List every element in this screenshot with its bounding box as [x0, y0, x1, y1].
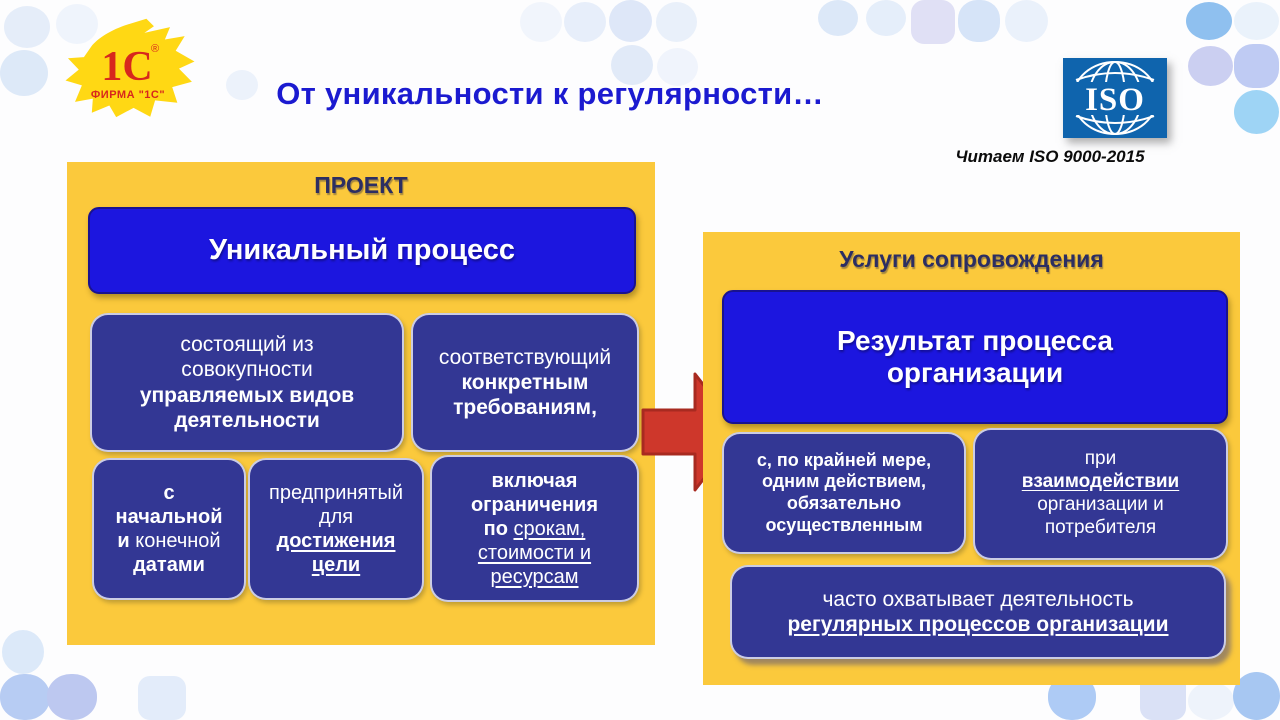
text-line: совокупности	[181, 358, 313, 382]
text-line: организации	[886, 357, 1064, 388]
action-box	[722, 432, 966, 554]
text-line: конкретным	[461, 370, 589, 394]
decor-dot	[656, 2, 697, 42]
services-panel	[703, 232, 1240, 685]
text-line: предпринятый	[268, 482, 403, 504]
decor-dot	[1005, 0, 1048, 42]
decor-dot	[1233, 672, 1280, 720]
goal-box	[248, 458, 424, 600]
svg-text:1С: 1С	[101, 44, 153, 90]
svg-text:ISO: ISO	[1085, 82, 1145, 118]
decor-dot	[911, 0, 955, 44]
text-line: организации и	[1037, 494, 1164, 515]
decor-dot	[609, 0, 652, 42]
decor-dot	[138, 676, 186, 720]
decor-dot	[958, 0, 1000, 42]
constraints-box	[430, 455, 639, 602]
activities-box	[90, 313, 404, 452]
requirements-box	[411, 313, 639, 452]
text-line: обязательно	[786, 493, 902, 513]
iso-caption: Читаем ISO 9000-2015	[955, 147, 1145, 166]
decor-dot	[520, 2, 562, 42]
decor-dot	[0, 50, 48, 96]
iso-logo	[1063, 58, 1167, 138]
text-line: деятельности	[174, 408, 320, 432]
text-line: состоящий из	[180, 333, 314, 357]
text-line: взаимодействии	[1021, 471, 1180, 493]
interaction-box	[973, 428, 1228, 560]
services-panel-title: Услуги сопровождения	[839, 246, 1104, 272]
svg-text:ФИРМА "1С": ФИРМА "1С"	[90, 89, 166, 101]
text-line: Уникальный процесс	[208, 233, 516, 266]
process-result-box	[722, 290, 1228, 424]
decor-dot	[1234, 44, 1279, 88]
decor-dot	[47, 674, 97, 720]
project-panel-title: ПРОЕКТ	[314, 172, 408, 198]
decor-dot	[866, 0, 906, 36]
decor-dot	[4, 6, 50, 48]
logo-1c	[55, 14, 205, 132]
decor-dot	[1186, 2, 1232, 40]
text-line: ограничения	[470, 493, 599, 516]
text-line: начальной	[115, 506, 223, 528]
dates-box	[92, 458, 246, 600]
text-line: при	[1084, 448, 1117, 470]
svg-text:®: ®	[150, 43, 160, 55]
text-line: регулярных процессов организации	[787, 613, 1169, 636]
decor-dot	[2, 630, 44, 674]
text-line: с	[163, 482, 175, 504]
logo-1c-splash-icon	[55, 14, 205, 132]
page-title: От уникальности к регулярности…	[276, 76, 824, 111]
text-line: Результат процесса	[837, 324, 1113, 356]
text-line: по срокам,	[483, 517, 586, 540]
text-line: часто охватывает деятельность	[822, 587, 1134, 611]
text-line: ресурсам	[490, 565, 579, 588]
text-line: одним действием,	[762, 471, 926, 492]
text-line: достижения	[276, 530, 396, 552]
text-line: стоимости и	[477, 541, 592, 564]
decor-dot	[1188, 682, 1234, 720]
text-line: потребителя	[1044, 516, 1157, 538]
decor-dot	[0, 674, 50, 720]
text-line: включая	[491, 469, 578, 492]
text-line: для	[318, 506, 354, 528]
decor-dot	[818, 0, 858, 36]
regular-processes-box	[730, 565, 1226, 659]
iso-globe-icon	[1063, 58, 1167, 138]
text-line: цели	[311, 554, 361, 576]
text-line: управляемых видов	[139, 383, 355, 407]
decor-dot	[564, 2, 606, 42]
text-line: датами	[133, 554, 205, 576]
text-line: осуществленным	[765, 514, 923, 535]
decor-dot	[1188, 46, 1233, 86]
project-panel	[67, 162, 655, 645]
text-line: соответствующий	[438, 345, 612, 369]
text-line: требованиям,	[453, 396, 597, 420]
text-line: с, по крайней мере,	[756, 449, 932, 470]
unique-process-box	[88, 207, 636, 294]
decor-dot	[1234, 90, 1279, 134]
decor-dot	[1234, 2, 1279, 40]
text-line: и конечной	[117, 530, 221, 552]
